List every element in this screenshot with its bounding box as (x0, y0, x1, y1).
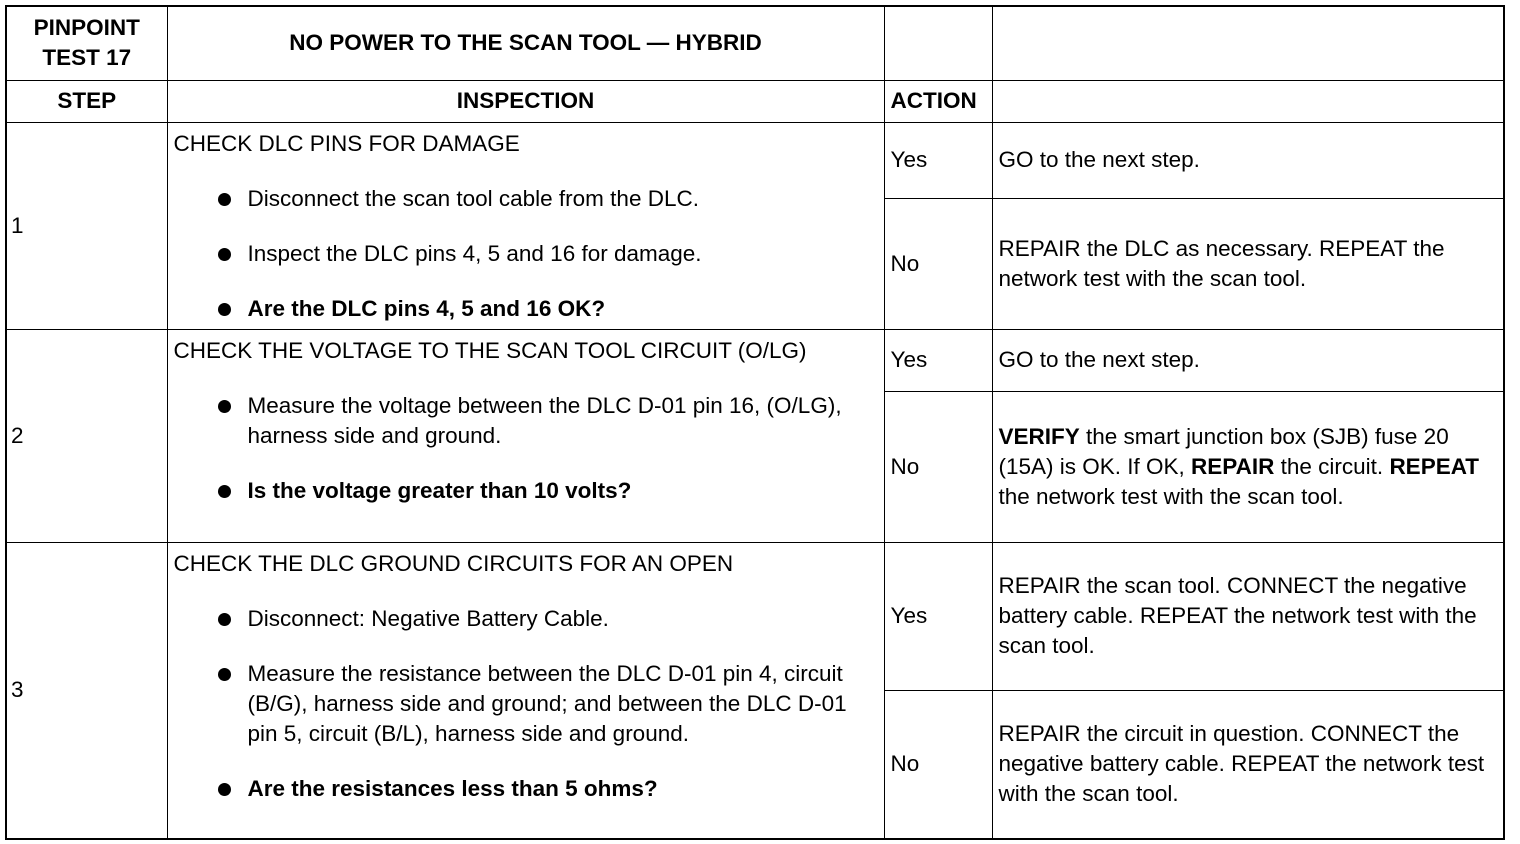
inspection-bullet: Measure the resistance between the DLC D-01 pin 4, circuit (B/G), harness side and ground; and between the DLC D-01 pin 5, circuit (B/L), harness side and ground. (174, 659, 878, 749)
step-row (7, 122, 1503, 198)
answer-no: No (884, 198, 992, 329)
inspection-question: Is the voltage greater than 10 volts? (174, 476, 878, 506)
step-number: 2 (7, 329, 167, 542)
bullet-icon (218, 193, 231, 206)
inspection-cell (167, 542, 884, 838)
inspection-question: Are the DLC pins 4, 5 and 16 OK? (174, 294, 878, 324)
column-header-step: STEP (7, 80, 167, 122)
inspection-title: CHECK DLC PINS FOR DAMAGE (173, 130, 520, 156)
answer-yes: Yes (884, 122, 992, 198)
inspection-bullet: Measure the voltage between the DLC D-01 pin 16, (O/LG), harness side and ground. (174, 391, 878, 451)
step-number: 3 (7, 542, 167, 838)
inspection-title: CHECK THE DLC GROUND CIRCUITS FOR AN OPEN (173, 550, 734, 576)
bullet-icon (218, 485, 231, 498)
inspection-question: Are the resistances less than 5 ohms? (174, 774, 878, 804)
bullet-icon (218, 613, 231, 626)
inspection-cell (167, 122, 884, 329)
inspection-cell (167, 329, 884, 542)
pinpoint-test-table (5, 5, 1505, 840)
action-no: VERIFY the smart junction box (SJB) fuse 20 (15A) is OK. If OK, REPAIR the circuit. REPEAT the network test with the scan tool. (992, 391, 1503, 542)
inspection-bullet: Disconnect: Negative Battery Cable. (174, 604, 878, 634)
answer-no: No (884, 690, 992, 838)
action-yes: REPAIR the scan tool. CONNECT the negative battery cable. REPEAT the network test with the scan tool. (992, 542, 1503, 690)
header-blank-cell (884, 7, 992, 80)
action-yes: GO to the next step. (992, 329, 1503, 391)
bullet-icon (218, 783, 231, 796)
answer-yes: Yes (884, 542, 992, 690)
bullet-icon (218, 668, 231, 681)
header-blank-cell (992, 7, 1503, 80)
step-row (7, 329, 1503, 391)
pinpoint-label: PINPOINT TEST 17 (7, 7, 167, 80)
bullet-icon (218, 303, 231, 316)
step-row (7, 542, 1503, 690)
inspection-bullet: Inspect the DLC pins 4, 5 and 16 for damage. (174, 239, 878, 269)
bullet-icon (218, 400, 231, 413)
column-header-action: ACTION (884, 80, 992, 122)
answer-no: No (884, 391, 992, 542)
column-header-blank (992, 80, 1503, 122)
answer-yes: Yes (884, 329, 992, 391)
column-header-inspection: INSPECTION (167, 80, 884, 122)
action-no: REPAIR the DLC as necessary. REPEAT the network test with the scan tool. (992, 198, 1503, 329)
test-title: NO POWER TO THE SCAN TOOL — HYBRID (167, 7, 884, 80)
step-number: 1 (7, 122, 167, 329)
action-no: REPAIR the circuit in question. CONNECT the negative battery cable. REPEAT the network test with the scan tool. (992, 690, 1503, 838)
inspection-title: CHECK THE VOLTAGE TO THE SCAN TOOL CIRCUIT (O/LG) (173, 337, 807, 363)
bullet-icon (218, 248, 231, 261)
action-yes: GO to the next step. (992, 122, 1503, 198)
inspection-bullet: Disconnect the scan tool cable from the DLC. (174, 184, 878, 214)
